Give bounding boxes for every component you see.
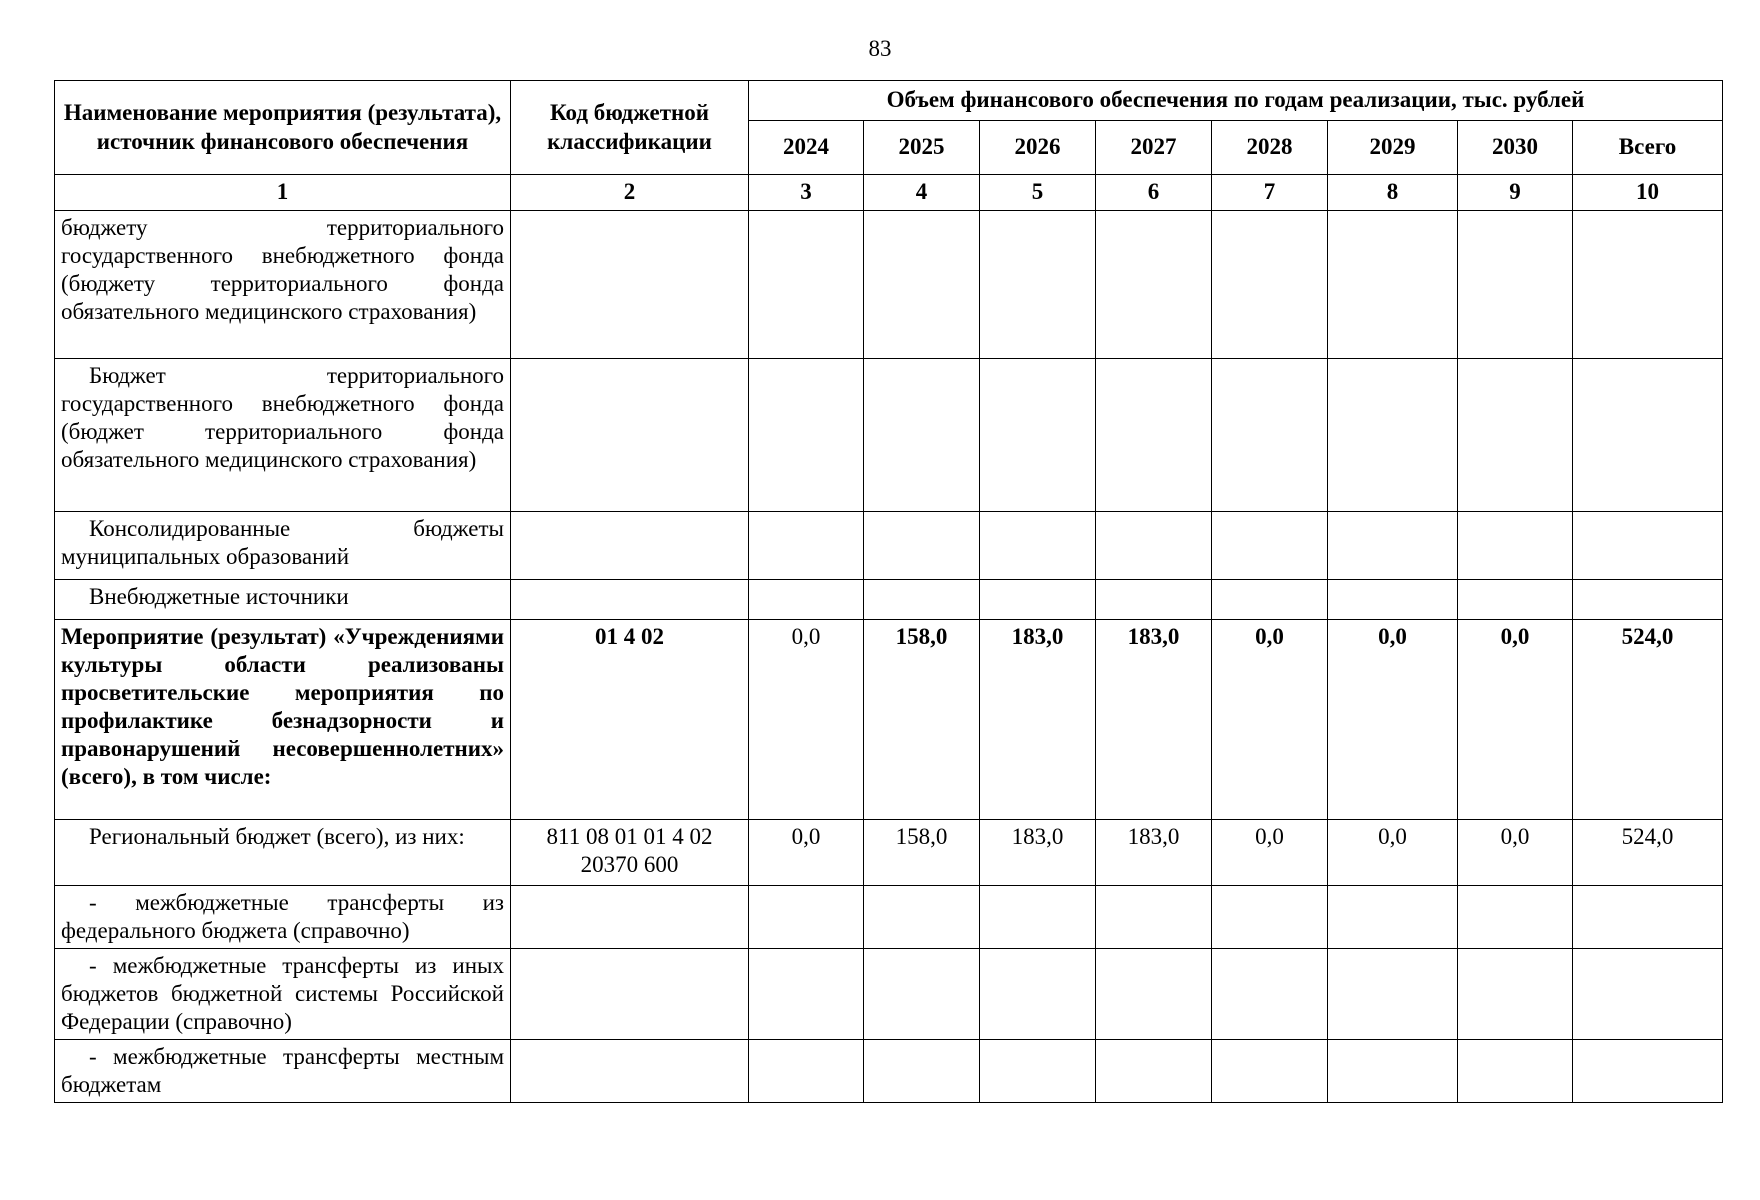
row-value <box>864 359 980 512</box>
row-value: 0,0 <box>1458 820 1573 886</box>
row-value <box>980 580 1096 620</box>
row-value <box>864 886 980 949</box>
row-value <box>980 949 1096 1040</box>
column-number: 10 <box>1573 175 1723 211</box>
column-number: 6 <box>1096 175 1212 211</box>
row-value <box>749 1040 864 1103</box>
row-value <box>1096 949 1212 1040</box>
row-value <box>980 211 1096 359</box>
row-value: 183,0 <box>1096 620 1212 820</box>
table-row <box>55 820 1723 886</box>
row-value: 524,0 <box>1573 820 1723 886</box>
row-value <box>1328 580 1458 620</box>
financing-table <box>54 80 1723 1103</box>
header-year: 2024 <box>749 121 864 175</box>
row-value <box>1328 949 1458 1040</box>
row-code <box>511 886 749 949</box>
row-code <box>511 1040 749 1103</box>
row-value <box>1328 1040 1458 1103</box>
page-number: 83 <box>868 36 892 61</box>
row-value <box>1212 1040 1328 1103</box>
row-value <box>749 949 864 1040</box>
row-code <box>511 580 749 620</box>
row-value <box>1096 886 1212 949</box>
row-value <box>1573 949 1723 1040</box>
row-name: Консолидированные бюджеты муниципальных образований <box>55 512 511 580</box>
row-value <box>980 512 1096 580</box>
column-number: 2 <box>511 175 749 211</box>
header-name: Наименование мероприятия (результата), источник финансового обеспечения <box>55 81 511 175</box>
row-name: Бюджет территориального государственного внебюджетного фонда (бюджет территориального фонда обязательного медицинского страхования) <box>55 359 511 512</box>
row-value <box>1458 886 1573 949</box>
row-code <box>511 949 749 1040</box>
row-value: 0,0 <box>1212 620 1328 820</box>
table-row <box>55 359 1723 512</box>
row-name: Региональный бюджет (всего), из них: <box>55 820 511 886</box>
row-value: 0,0 <box>749 820 864 886</box>
row-value <box>1573 1040 1723 1103</box>
row-value <box>980 359 1096 512</box>
header-year: 2030 <box>1458 121 1573 175</box>
header-funding-group: Объем финансового обеспечения по годам реализации, тыс. рублей <box>749 81 1723 121</box>
column-number: 8 <box>1328 175 1458 211</box>
row-code <box>511 211 749 359</box>
table-row <box>55 211 1723 359</box>
row-value <box>1328 512 1458 580</box>
row-value: 158,0 <box>864 620 980 820</box>
row-value <box>1096 512 1212 580</box>
row-value <box>1573 512 1723 580</box>
row-value <box>1212 211 1328 359</box>
row-value <box>1212 359 1328 512</box>
row-value <box>1096 211 1212 359</box>
row-value <box>749 211 864 359</box>
table-row <box>55 620 1723 820</box>
row-value <box>1573 359 1723 512</box>
row-value <box>1573 886 1723 949</box>
row-value <box>980 886 1096 949</box>
table-row <box>55 886 1723 949</box>
column-number: 9 <box>1458 175 1573 211</box>
row-value: 0,0 <box>1458 620 1573 820</box>
row-value <box>1212 949 1328 1040</box>
row-value <box>1458 512 1573 580</box>
row-value <box>1328 211 1458 359</box>
header-year: 2026 <box>980 121 1096 175</box>
row-name: - межбюджетные трансферты из иных бюджетов бюджетной системы Российской Федерации (справочно) <box>55 949 511 1040</box>
column-number: 1 <box>55 175 511 211</box>
row-name: Внебюджетные источники <box>55 580 511 620</box>
header-code: Код бюджетной классификации <box>511 81 749 175</box>
row-value <box>1096 1040 1212 1103</box>
table-row <box>55 580 1723 620</box>
row-value <box>1328 359 1458 512</box>
row-value <box>1096 580 1212 620</box>
table-row <box>55 512 1723 580</box>
row-value <box>749 580 864 620</box>
row-value <box>1458 949 1573 1040</box>
row-value <box>864 580 980 620</box>
row-value: 183,0 <box>1096 820 1212 886</box>
row-name: бюджету территориального государственного внебюджетного фонда (бюджету территориального фонда обязательного медицинского страхования) <box>55 211 511 359</box>
row-value <box>864 211 980 359</box>
row-value: 183,0 <box>980 820 1096 886</box>
row-value: 524,0 <box>1573 620 1723 820</box>
row-value <box>1458 1040 1573 1103</box>
row-value <box>1096 359 1212 512</box>
row-name: - межбюджетные трансферты из федерального бюджета (справочно) <box>55 886 511 949</box>
row-code <box>511 359 749 512</box>
row-value <box>749 359 864 512</box>
header-year: 2027 <box>1096 121 1212 175</box>
column-number: 7 <box>1212 175 1328 211</box>
table-row <box>55 949 1723 1040</box>
row-value <box>749 512 864 580</box>
column-number: 3 <box>749 175 864 211</box>
header-year: 2025 <box>864 121 980 175</box>
row-value: 183,0 <box>980 620 1096 820</box>
row-value <box>1573 211 1723 359</box>
row-value <box>1458 580 1573 620</box>
row-value <box>864 949 980 1040</box>
table-row <box>55 1040 1723 1103</box>
row-value: 0,0 <box>749 620 864 820</box>
column-numbers-row <box>55 175 1723 211</box>
column-number: 4 <box>864 175 980 211</box>
row-value: 158,0 <box>864 820 980 886</box>
row-value <box>864 512 980 580</box>
row-code: 01 4 02 <box>511 620 749 820</box>
row-value <box>980 1040 1096 1103</box>
row-value <box>1212 512 1328 580</box>
row-value <box>1212 886 1328 949</box>
row-value <box>1458 359 1573 512</box>
row-value: 0,0 <box>1212 820 1328 886</box>
row-name: - межбюджетные трансферты местным бюджетам <box>55 1040 511 1103</box>
header-year: 2028 <box>1212 121 1328 175</box>
column-number: 5 <box>980 175 1096 211</box>
row-value: 0,0 <box>1328 820 1458 886</box>
row-value <box>749 886 864 949</box>
row-name: Мероприятие (результат) «Учреждениями культуры области реализованы просветительские мероприятия по профилактике безнадзорности и правонарушений несовершеннолетних» (всего), в том числе: <box>55 620 511 820</box>
row-value <box>864 1040 980 1103</box>
row-value <box>1328 886 1458 949</box>
row-value <box>1212 580 1328 620</box>
row-code: 811 08 01 01 4 02 20370 600 <box>511 820 749 886</box>
header-total: Всего <box>1573 121 1723 175</box>
row-code <box>511 512 749 580</box>
header-year: 2029 <box>1328 121 1458 175</box>
row-value <box>1458 211 1573 359</box>
row-value: 0,0 <box>1328 620 1458 820</box>
row-value <box>1573 580 1723 620</box>
